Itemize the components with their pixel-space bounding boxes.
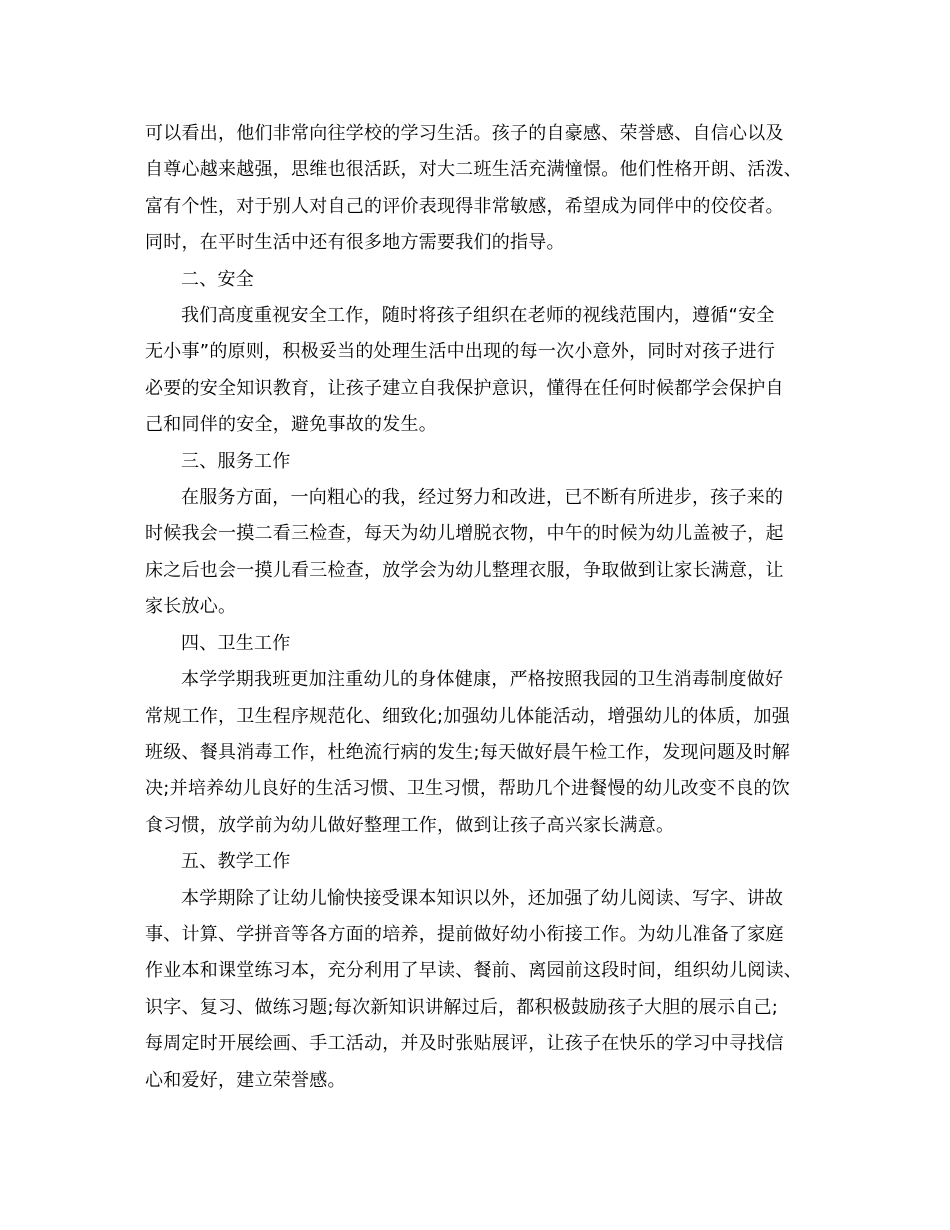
text-line: 床之后也会一摸儿看三检查，放学会为幼儿整理衣服，争取做到让家长满意，让: [145, 559, 784, 581]
text-line: 在服务方面，一向粗心的我，经过努力和改进，已不断有所进步，孩子来的: [181, 487, 784, 509]
text-line: 己和同伴的安全，避免事故的发生。: [145, 414, 437, 436]
text-line: 食习惯，放学前为幼儿做好整理工作，做到让孩子高兴家长满意。: [145, 814, 675, 836]
text-line: 我们高度重视安全工作，随时将孩子组织在老师的视线范围内，遵循“安全: [181, 305, 775, 327]
text-line: 作业本和课堂练习本，充分利用了早读、餐前、离园前这段时间，组织幼儿阅读、: [145, 960, 802, 982]
text-line: 同时，在平时生活中还有很多地方需要我们的指导。: [145, 232, 565, 254]
text-line: 无小事”的原则，积极妥当的处理生活中出现的每一次小意外，同时对孩子进行: [145, 341, 776, 363]
text-line: 识字、复习、做练习题;每次新知识讲解过后，都积极鼓励孩子大胆的展示自己;: [145, 996, 779, 1018]
paragraph-service: [145, 480, 813, 626]
paragraph-teaching: [145, 881, 813, 1099]
section-heading-teaching: 五、教学工作: [181, 851, 291, 873]
text-line: 每周定时开展绘画、手工活动，并及时张贴展评，让孩子在快乐的学习中寻找信: [145, 1033, 784, 1055]
text-line: 决;并培养幼儿良好的生活习惯、卫生习惯，帮助几个进餐慢的幼儿改变不良的饮: [145, 778, 791, 800]
text-line: 富有个性，对于别人对自己的评价表现得非常敏感，希望成为同伴中的佼佼者。: [145, 195, 784, 217]
text-line: 家长放心。: [145, 596, 237, 618]
text-line: 常规工作，卫生程序规范化、细致化;加强幼儿体能活动，增强幼儿的体质，加强: [145, 705, 791, 727]
paragraph-hygiene: [145, 662, 813, 844]
text-line: 班级、餐具消毒工作，杜绝流行病的发生;每天做好晨午检工作，发现问题及时解: [145, 741, 791, 763]
section-heading-safety: 二、安全: [181, 268, 254, 290]
text-line: 必要的安全知识教育，让孩子建立自我保护意识，懂得在任何时候都学会保护自: [145, 377, 784, 399]
text-line: 本学学期我班更加注重幼儿的身体健康，严格按照我园的卫生消毒制度做好: [181, 669, 784, 691]
text-line: 本学期除了让幼儿愉快接受课本知识以外，还加强了幼儿阅读、写字、讲故: [181, 887, 784, 909]
text-line: 心和爱好，建立荣誉感。: [145, 1069, 346, 1091]
text-line: 事、计算、学拼音等各方面的培养，提前做好幼小衔接工作。为幼儿准备了家庭: [145, 923, 784, 945]
document-page: [145, 116, 813, 1099]
paragraph-intro: [145, 116, 813, 262]
text-line: 时候我会一摸二看三检查，每天为幼儿增脱衣物，中午的时候为幼儿盖被子，起: [145, 523, 784, 545]
section-heading-hygiene: 四、卫生工作: [181, 632, 291, 654]
section-heading-service: 三、服务工作: [181, 450, 291, 472]
paragraph-safety: [145, 298, 813, 444]
text-line: 自尊心越来越强，思维也很活跃，对大二班生活充满憧憬。他们性格开朗、活泼、: [145, 159, 802, 181]
text-line: 可以看出，他们非常向往学校的学习生活。孩子的自豪感、荣誉感、自信心以及: [145, 123, 784, 144]
